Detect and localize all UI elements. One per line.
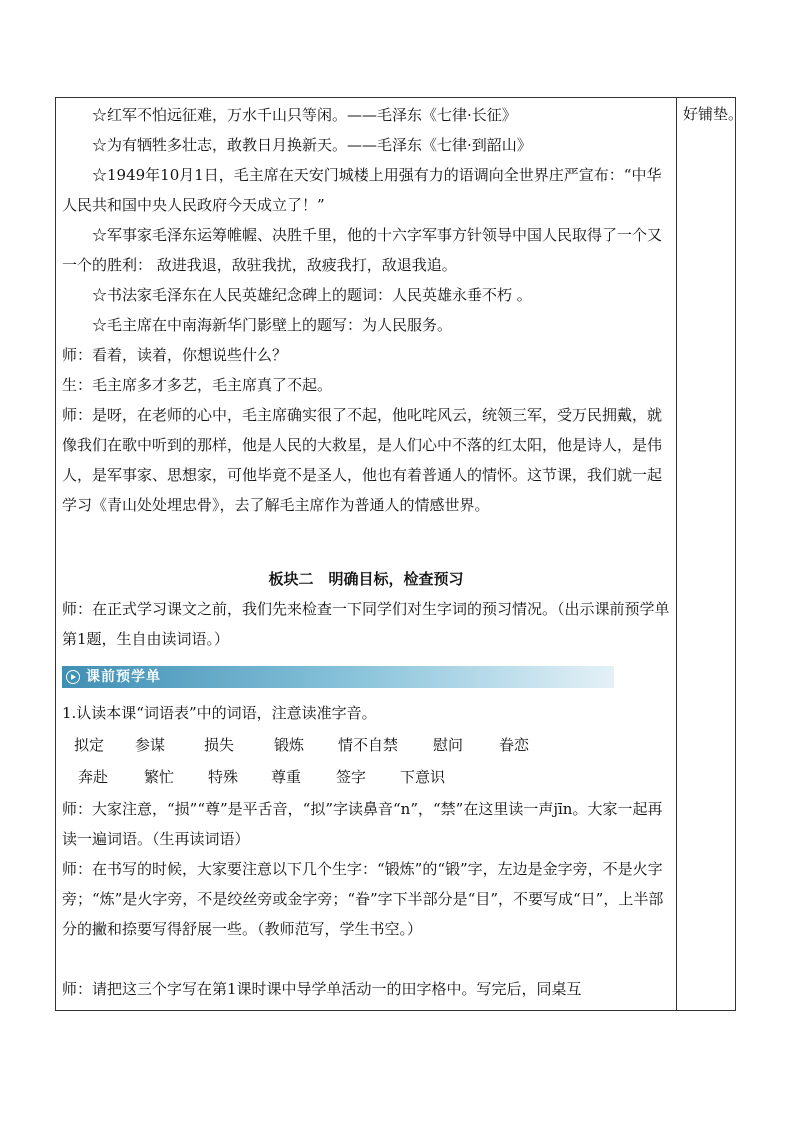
word: 尊重	[271, 768, 302, 786]
word: 情不自禁	[338, 736, 399, 754]
teacher-intro: 师：是呀，在老师的心中，毛主席确实很了不起，他叱咤风云，统领三军，受万民拥戴，就像我们在歌中听到的那样，他是人民的大救星，是人们心中不落的红太阳，他是诗人，是伟人，是军事家、思想家，可他毕竟不是圣人，他也有着普通人的情怀。这节课，我们就一起学习《青山处处埋忠骨》，去了解毛主席作为普通人的情感世界。	[62, 406, 663, 514]
quote-serve-people: ☆毛主席在中南海新华门影壁上的题写：为人民服务。	[92, 316, 453, 334]
word: 眷恋	[499, 736, 530, 754]
student-answer: 生：毛主席多才多艺，毛主席真了不起。	[62, 376, 333, 394]
word: 慰问	[433, 736, 464, 754]
teacher-preview-check: 师：在正式学习课文之前，我们先来检查一下同学们对生字词的预习情况。（出示课前预学单第1题，生自由读词语。）	[62, 600, 670, 648]
word-row-2	[78, 762, 445, 792]
quote-shaoshan: ☆为有牺牲多壮志，敢教日月换新天。——毛泽东《七律·到韶山》	[92, 136, 532, 154]
teacher-question: 师：看着，读着，你想说些什么？	[62, 346, 288, 364]
word: 拟定	[74, 736, 105, 754]
word: 参谋	[135, 736, 166, 754]
word: 损失	[204, 736, 235, 754]
word: 繁忙	[144, 768, 175, 786]
word: 特殊	[208, 768, 239, 786]
word: 锻炼	[274, 736, 305, 754]
teacher-writing-tips: 师：在书写的时候，大家要注意以下几个生字：“锻炼”的“锻”字，左边是金字旁，不是火字旁；“炼”是火字旁，不是绞丝旁或金字旁；“眷”字下半部分是“目”，不要写成“日”，上半部分的撇和捺要写得舒展一些。（教师范写，学生书空。）	[62, 860, 664, 938]
quote-long-march: ☆红军不怕远征难，万水千山只等闲。——毛泽东《七律·长征》	[92, 106, 517, 124]
banner-title: 课前预学单	[86, 669, 161, 685]
notes-column	[677, 98, 744, 1010]
word: 下意识	[400, 768, 446, 786]
play-circle-icon	[66, 670, 80, 684]
word: 签字	[336, 768, 367, 786]
word: 奔赴	[78, 768, 109, 786]
lesson-table	[55, 97, 744, 1011]
task-one: 1.认读本课“词语表”中的词语，注意读准字音。	[62, 704, 377, 722]
main-column	[56, 98, 676, 1010]
quote-calligraphy: ☆书法家毛泽东在人民英雄纪念碑上的题词：人民英雄永垂不朽 。	[92, 286, 532, 304]
side-note: 好铺垫。	[683, 105, 744, 123]
section-heading: 板块二 明确目标，检查预习	[268, 570, 464, 588]
preview-sheet-banner	[62, 666, 614, 688]
quote-founding: ☆1949年10月1日，毛主席在天安门城楼上用强有力的语调向全世界庄严宣布：“中华人民共和国中央人民政府今天成立了！”	[62, 166, 662, 214]
word-row-1	[74, 730, 529, 760]
quote-military: ☆军事家毛泽东运筹帷幄、决胜千里，他的十六字军事方针领导中国人民取得了一个又一个的胜利： 敌进我退，敌驻我扰，敌疲我打，敌退我追。	[62, 226, 663, 274]
teacher-pronunciation: 师：大家注意，“损”“尊”是平舌音，“拟”字读鼻音“n”，“禁”在这里读一声jīn。大家一起再读一遍词语。（生再读词语）	[62, 800, 663, 848]
teacher-writing-task: 师：请把这三个字写在第1课时课中导学单活动一的田字格中。写完后，同桌互	[62, 980, 582, 998]
